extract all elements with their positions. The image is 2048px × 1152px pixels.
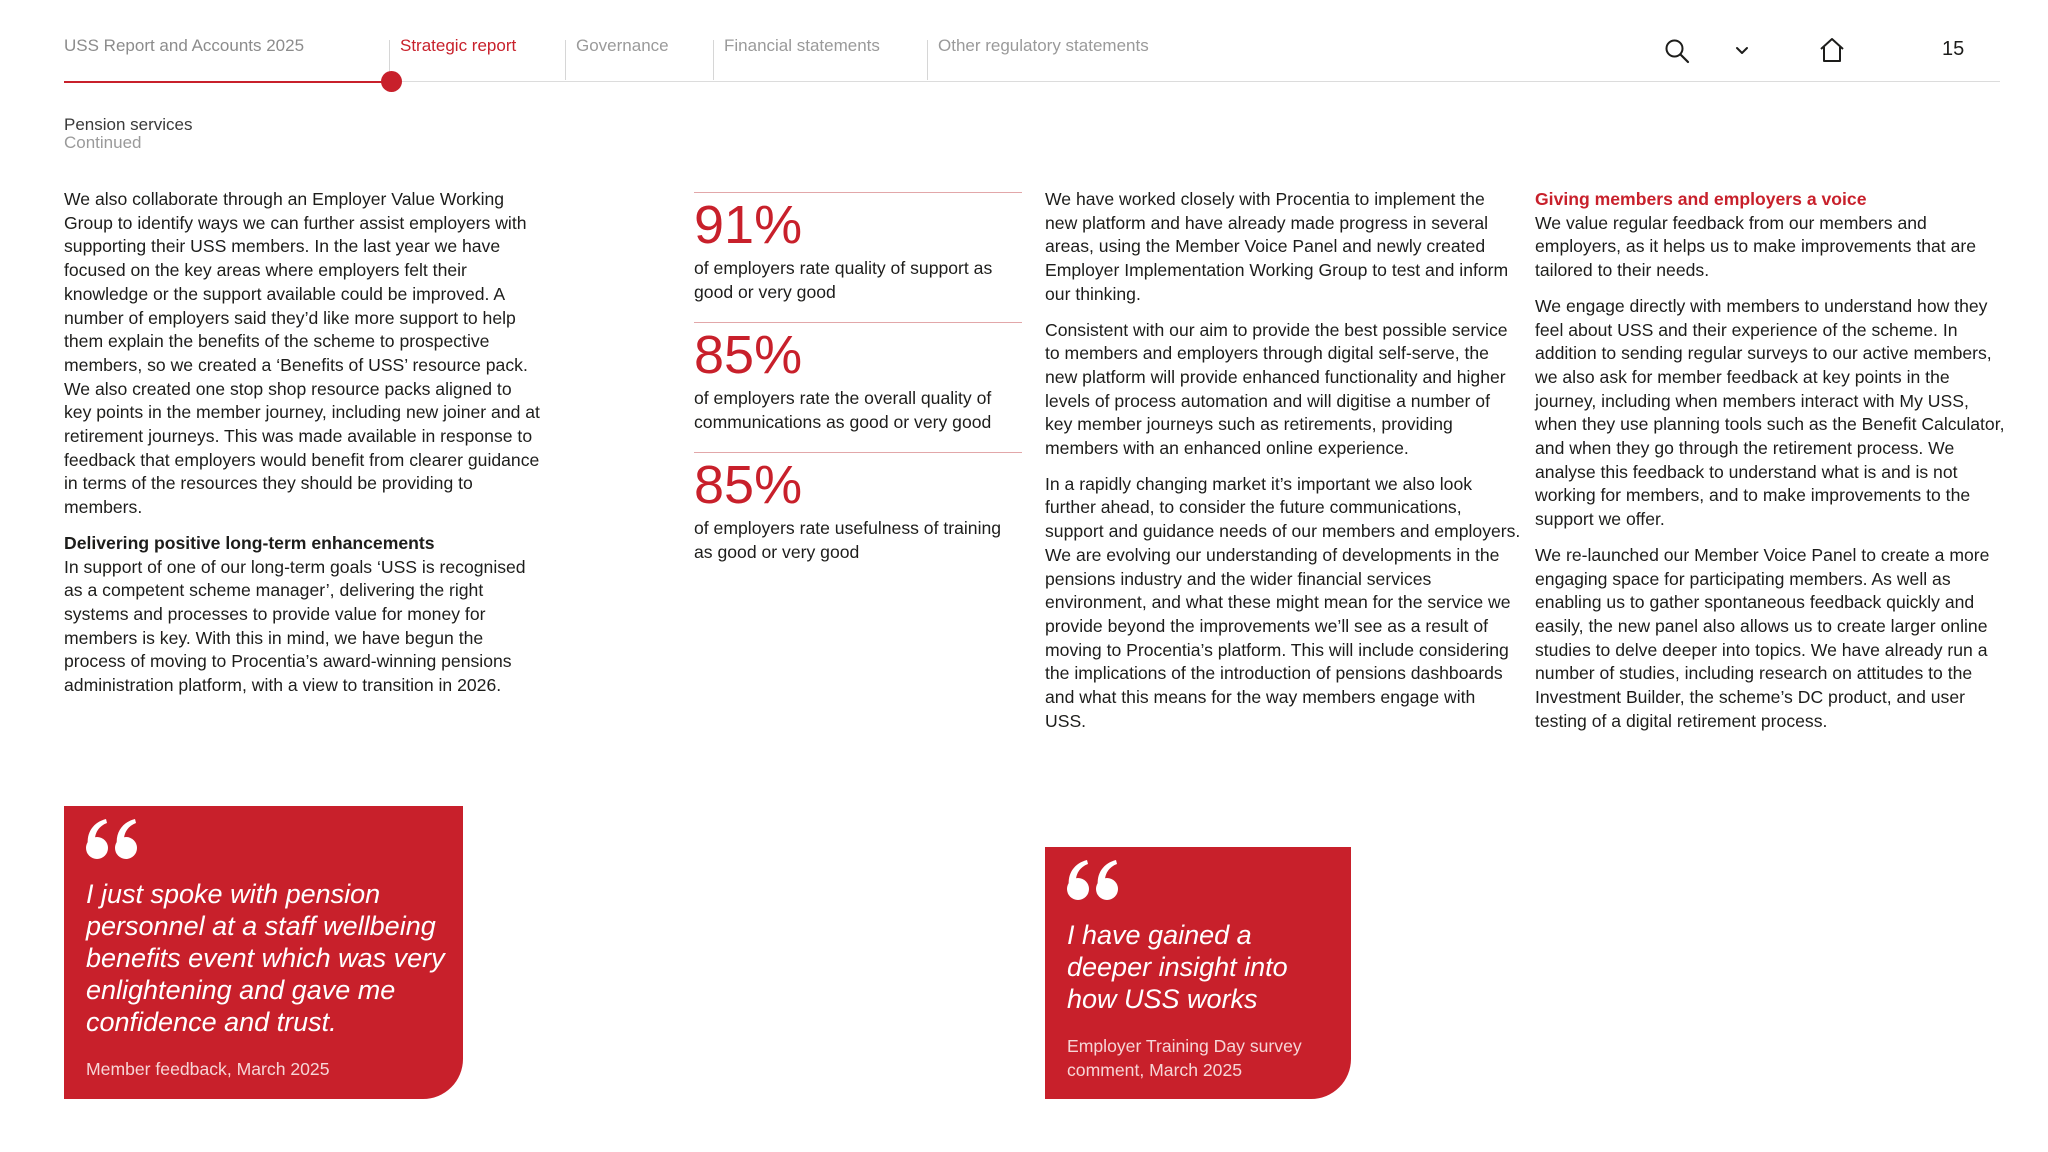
text-column-4 [1535,188,2011,745]
paragraph: In support of one of our long-term goals ‘USS is recognised as a competent scheme manager’, delivering the right systems and processes to provide value for money for members is key. With this in mind, we have begun the process of moving to Procentia’s award-winning pensions administration platform, with a view to transition in 2026. [64,556,526,696]
page-number: 15 [1942,38,1965,60]
stat-value: 91% [694,195,803,255]
section-progress-marker [381,71,402,92]
text-column-3 [1045,188,1521,745]
quote-mark-icon [1065,857,1123,908]
tab-other-regulatory-statements[interactable]: Other regulatory statements [938,36,1149,55]
subheading: Giving members and employers a voice [1535,189,1867,209]
section-title: Pension services [64,115,193,134]
text-column-1 [64,188,540,710]
stat-description: of employers rate usefulness of training as good or very good [694,518,1002,562]
tab-divider [927,40,928,80]
tab-strategic-report[interactable]: Strategic report [400,36,517,55]
quote-mark-icon [84,816,142,867]
section-subtitle: Continued [64,133,142,152]
page-header [0,0,2048,84]
home-icon[interactable] [1818,36,1846,69]
document-title[interactable]: USS Report and Accounts 2025 [64,36,305,55]
stat-description: of employers rate quality of support as good or very good [694,258,993,302]
stat-item [694,192,1022,322]
paragraph: In a rapidly changing market it’s important we also look further ahead, to consider the future communications, support and guidance needs of our members and employers. We are evolving our understanding of developments in the pensions industry and the wider financial services environment, and what these might mean for the service we provide beyond the improvements we’ll see as a result of moving to Procentia’s platform. This will include considering the implications of the introduction of pensions dashboards and what this means for the way members engage with USS. [1045,473,1521,731]
subheading: Delivering positive long-term enhancements [64,532,435,553]
paragraph: We also collaborate through an Employer Value Working Group to identify ways we can further assist employers with supporting their USS members. In the last year we have focused on the key areas where employers felt their knowledge or the support available could be improved. A number of employers said they’d like more support to help them explain the benefits of the scheme to prospective members, so we created a ‘Benefits of USS’ resource pack. We also created one stop shop resource packs aligned to key points in the member journey, including new joiner and at retirement journeys. This was made available in response to feedback that employers would benefit from clearer guidance in terms of the resources they should be providing to members. [64,189,540,518]
section-progress-bar [64,81,391,83]
paragraph: We value regular feedback from our members and employers, as it helps us to make improvements that are tailored to their needs. [1535,212,1977,281]
stat-item [694,322,1022,452]
search-icon[interactable] [1664,38,1690,69]
quote-source: Member feedback, March 2025 [86,1059,330,1079]
paragraph: Consistent with our aim to provide the best possible service to members and employers through digital self-serve, the new platform will provide enhanced functionality and higher levels of process automation and will digitise a number of key member journeys such as retirements, providing members with an enhanced online experience. [1045,319,1508,459]
stat-description: of employers rate the overall quality of communications as good or very good [694,388,992,432]
quote-source: Employer Training Day survey comment, March 2025 [1067,1036,1302,1080]
tab-financial-statements[interactable]: Financial statements [724,36,880,55]
stat-value: 85% [694,325,803,385]
quote-text: I just spoke with pension personnel at a staff wellbeing benefits event which was very enlightening and gave me confidence and trust. [86,879,445,1037]
stat-item [694,452,1022,582]
chevron-down-icon[interactable] [1734,44,1750,62]
quote-text: I have gained a deeper insight into how USS works [1067,920,1288,1014]
quote-card [64,806,463,1099]
tab-divider [565,40,566,80]
paragraph: We have worked closely with Procentia to implement the new platform and have already made progress in several areas, using the Member Voice Panel and newly created Employer Implementation Working Group to test and inform our thinking. [1045,189,1509,304]
tab-divider [713,40,714,80]
stat-value: 85% [694,455,803,515]
stats-column [694,192,1022,582]
quote-card [1045,847,1351,1099]
paragraph: We engage directly with members to understand how they feel about USS and their experience of the scheme. In addition to sending regular surveys to our active members, we also ask for member feedback at key points in the journey, including when members interact with My USS, when they use planning tools such as the Benefit Calculator, and when they go through the retirement process. We analyse this feedback to understand what is and is not working for members, and to make improvements to the support we offer. [1535,295,2005,530]
tab-governance[interactable]: Governance [576,36,669,55]
paragraph: We re-launched our Member Voice Panel to create a more engaging space for participating members. As well as enabling us to gather spontaneous feedback quickly and easily, the new panel also allows us to create larger online studies to delve deeper into topics. We have already run a number of studies, including research on attitudes to the Investment Builder, the scheme’s DC product, and user testing of a digital retirement process. [1535,544,1990,731]
